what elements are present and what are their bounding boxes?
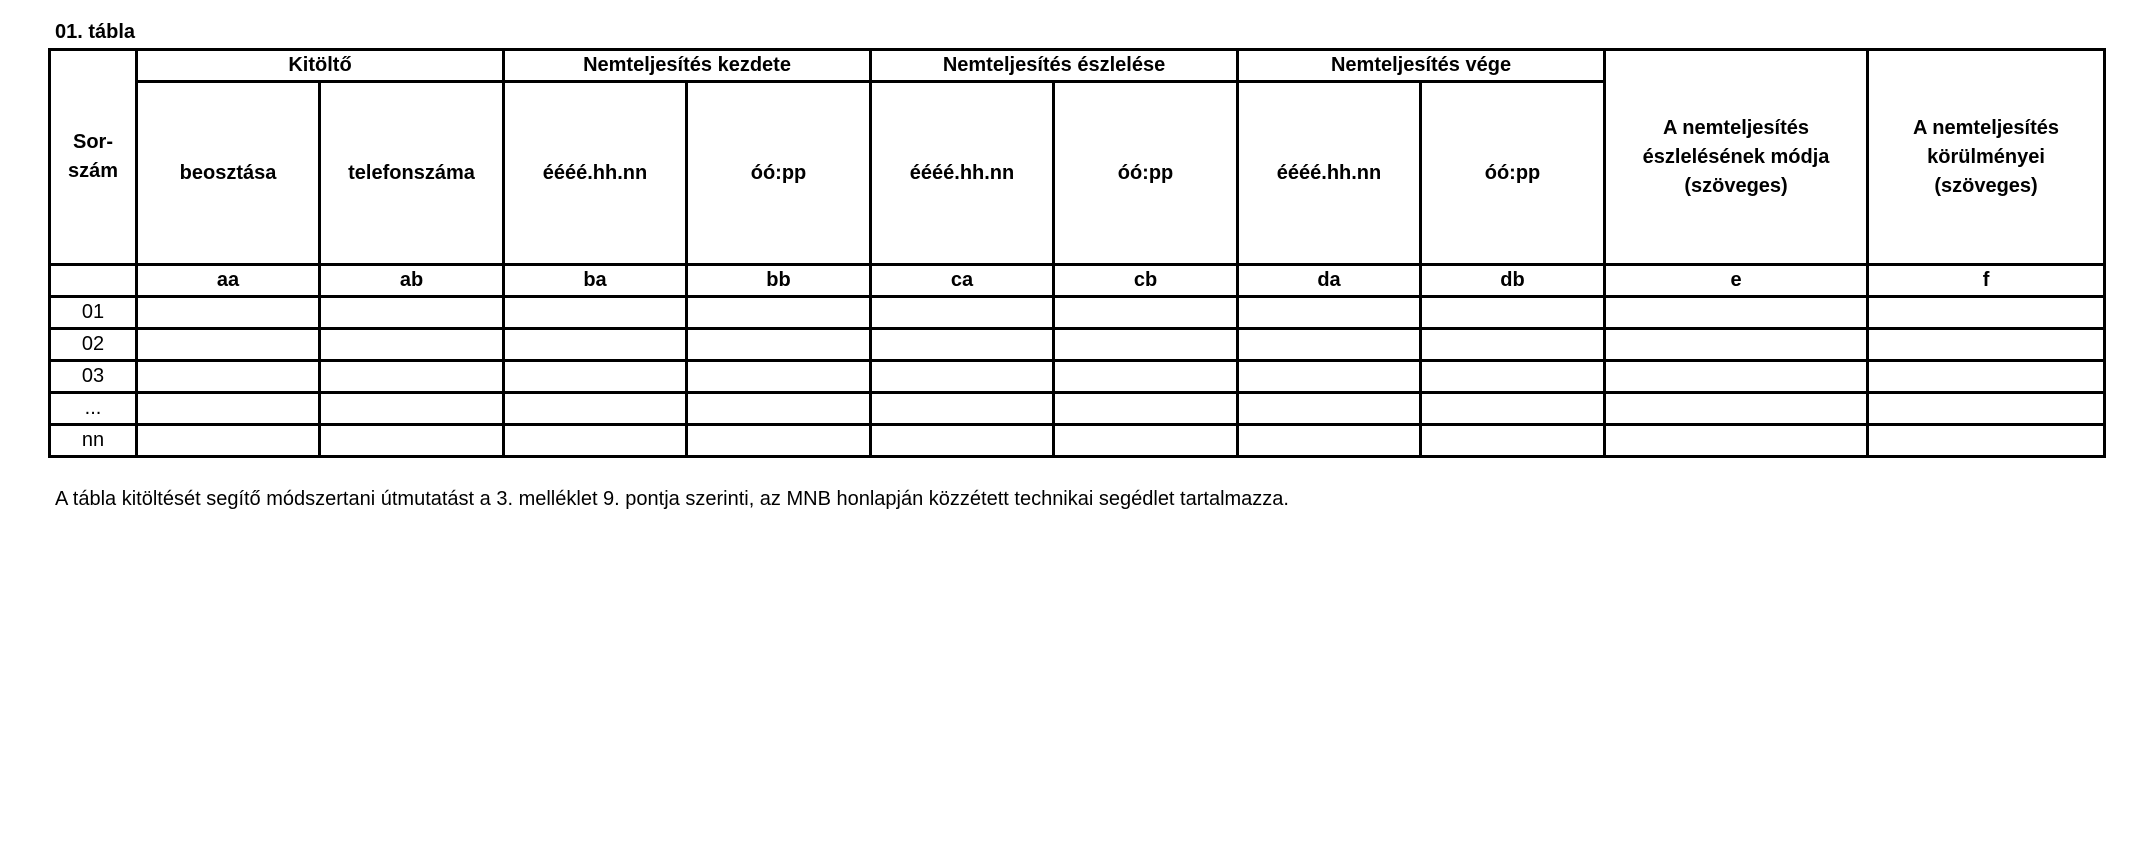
data-cell	[137, 361, 320, 393]
data-cell	[1238, 329, 1421, 361]
data-cell	[1868, 393, 2105, 425]
data-cell	[687, 425, 871, 457]
data-cell	[1605, 329, 1868, 361]
data-cell	[1421, 361, 1605, 393]
header-code-row	[50, 265, 2105, 297]
data-cell	[504, 393, 687, 425]
data-cell	[1605, 297, 1868, 329]
data-cell	[871, 393, 1054, 425]
header-group-kitolto: Kitöltő	[137, 50, 504, 82]
table-row	[50, 297, 2105, 329]
header-col-ca: éééé.hh.nn	[871, 82, 1054, 265]
data-cell	[1421, 329, 1605, 361]
data-cell	[320, 329, 504, 361]
code-cell: e	[1605, 265, 1868, 297]
data-cell	[687, 361, 871, 393]
data-cell	[871, 297, 1054, 329]
data-cell	[1238, 361, 1421, 393]
code-cell: da	[1238, 265, 1421, 297]
data-cell	[1868, 425, 2105, 457]
data-cell	[1421, 425, 1605, 457]
data-cell	[1605, 425, 1868, 457]
data-cell	[1054, 425, 1238, 457]
table-row	[50, 393, 2105, 425]
data-cell	[320, 361, 504, 393]
table-row	[50, 425, 2105, 457]
code-cell: f	[1868, 265, 2105, 297]
data-cell	[137, 425, 320, 457]
header-col-f: A nemteljesítés körülményei (szöveges)	[1868, 50, 2105, 265]
data-cell	[871, 361, 1054, 393]
data-cell	[1054, 393, 1238, 425]
data-cell	[504, 361, 687, 393]
header-group-vege: Nemteljesítés vége	[1238, 50, 1605, 82]
data-cell	[320, 297, 504, 329]
data-cell	[1054, 297, 1238, 329]
data-cell	[1421, 393, 1605, 425]
row-number: ...	[50, 393, 137, 425]
data-cell	[1054, 361, 1238, 393]
data-cell	[871, 425, 1054, 457]
header-group-row	[50, 50, 2105, 82]
data-cell	[504, 297, 687, 329]
header-sorszam: Sor- szám	[50, 50, 137, 265]
data-cell	[320, 425, 504, 457]
row-number: 01	[50, 297, 137, 329]
header-col-aa: beosztása	[137, 82, 320, 265]
header-col-ab: telefonszáma	[320, 82, 504, 265]
data-cell	[1238, 393, 1421, 425]
row-number: nn	[50, 425, 137, 457]
table-row	[50, 329, 2105, 361]
header-col-ba: éééé.hh.nn	[504, 82, 687, 265]
data-cell	[1238, 297, 1421, 329]
header-col-db: óó:pp	[1421, 82, 1605, 265]
header-col-da: éééé.hh.nn	[1238, 82, 1421, 265]
data-cell	[1868, 329, 2105, 361]
row-number: 02	[50, 329, 137, 361]
table-title: 01. tábla	[55, 21, 136, 43]
data-cell	[504, 425, 687, 457]
header-col-e: A nemteljesítés észlelésének módja (szöveges)	[1605, 50, 1868, 265]
data-cell	[1421, 297, 1605, 329]
data-cell	[687, 393, 871, 425]
code-cell: cb	[1054, 265, 1238, 297]
table-row	[50, 361, 2105, 393]
header-col-bb: óó:pp	[687, 82, 871, 265]
data-cell	[871, 329, 1054, 361]
data-cell	[1605, 361, 1868, 393]
data-cell	[687, 329, 871, 361]
data-cell	[1868, 297, 2105, 329]
code-cell: ca	[871, 265, 1054, 297]
data-cell	[320, 393, 504, 425]
header-col-cb: óó:pp	[1054, 82, 1238, 265]
code-cell: ba	[504, 265, 687, 297]
code-cell: db	[1421, 265, 1605, 297]
data-cell	[1054, 329, 1238, 361]
data-cell	[687, 297, 871, 329]
header-group-eszlelese: Nemteljesítés észlelése	[871, 50, 1238, 82]
data-cell	[137, 393, 320, 425]
data-cell	[137, 297, 320, 329]
row-number: 03	[50, 361, 137, 393]
data-cell	[1868, 361, 2105, 393]
data-cell	[1605, 393, 1868, 425]
code-cell: aa	[137, 265, 320, 297]
data-cell	[137, 329, 320, 361]
footnote: A tábla kitöltését segítő módszertani útmutatást a 3. melléklet 9. pontja szerinti, az MNB honlapján közzétett technikai segédlet tartalmazza.	[55, 488, 1289, 510]
data-table	[48, 48, 2106, 458]
header-group-kezdete: Nemteljesítés kezdete	[504, 50, 871, 82]
code-cell: bb	[687, 265, 871, 297]
code-cell-blank	[50, 265, 137, 297]
data-cell	[504, 329, 687, 361]
data-cell	[1238, 425, 1421, 457]
code-cell: ab	[320, 265, 504, 297]
